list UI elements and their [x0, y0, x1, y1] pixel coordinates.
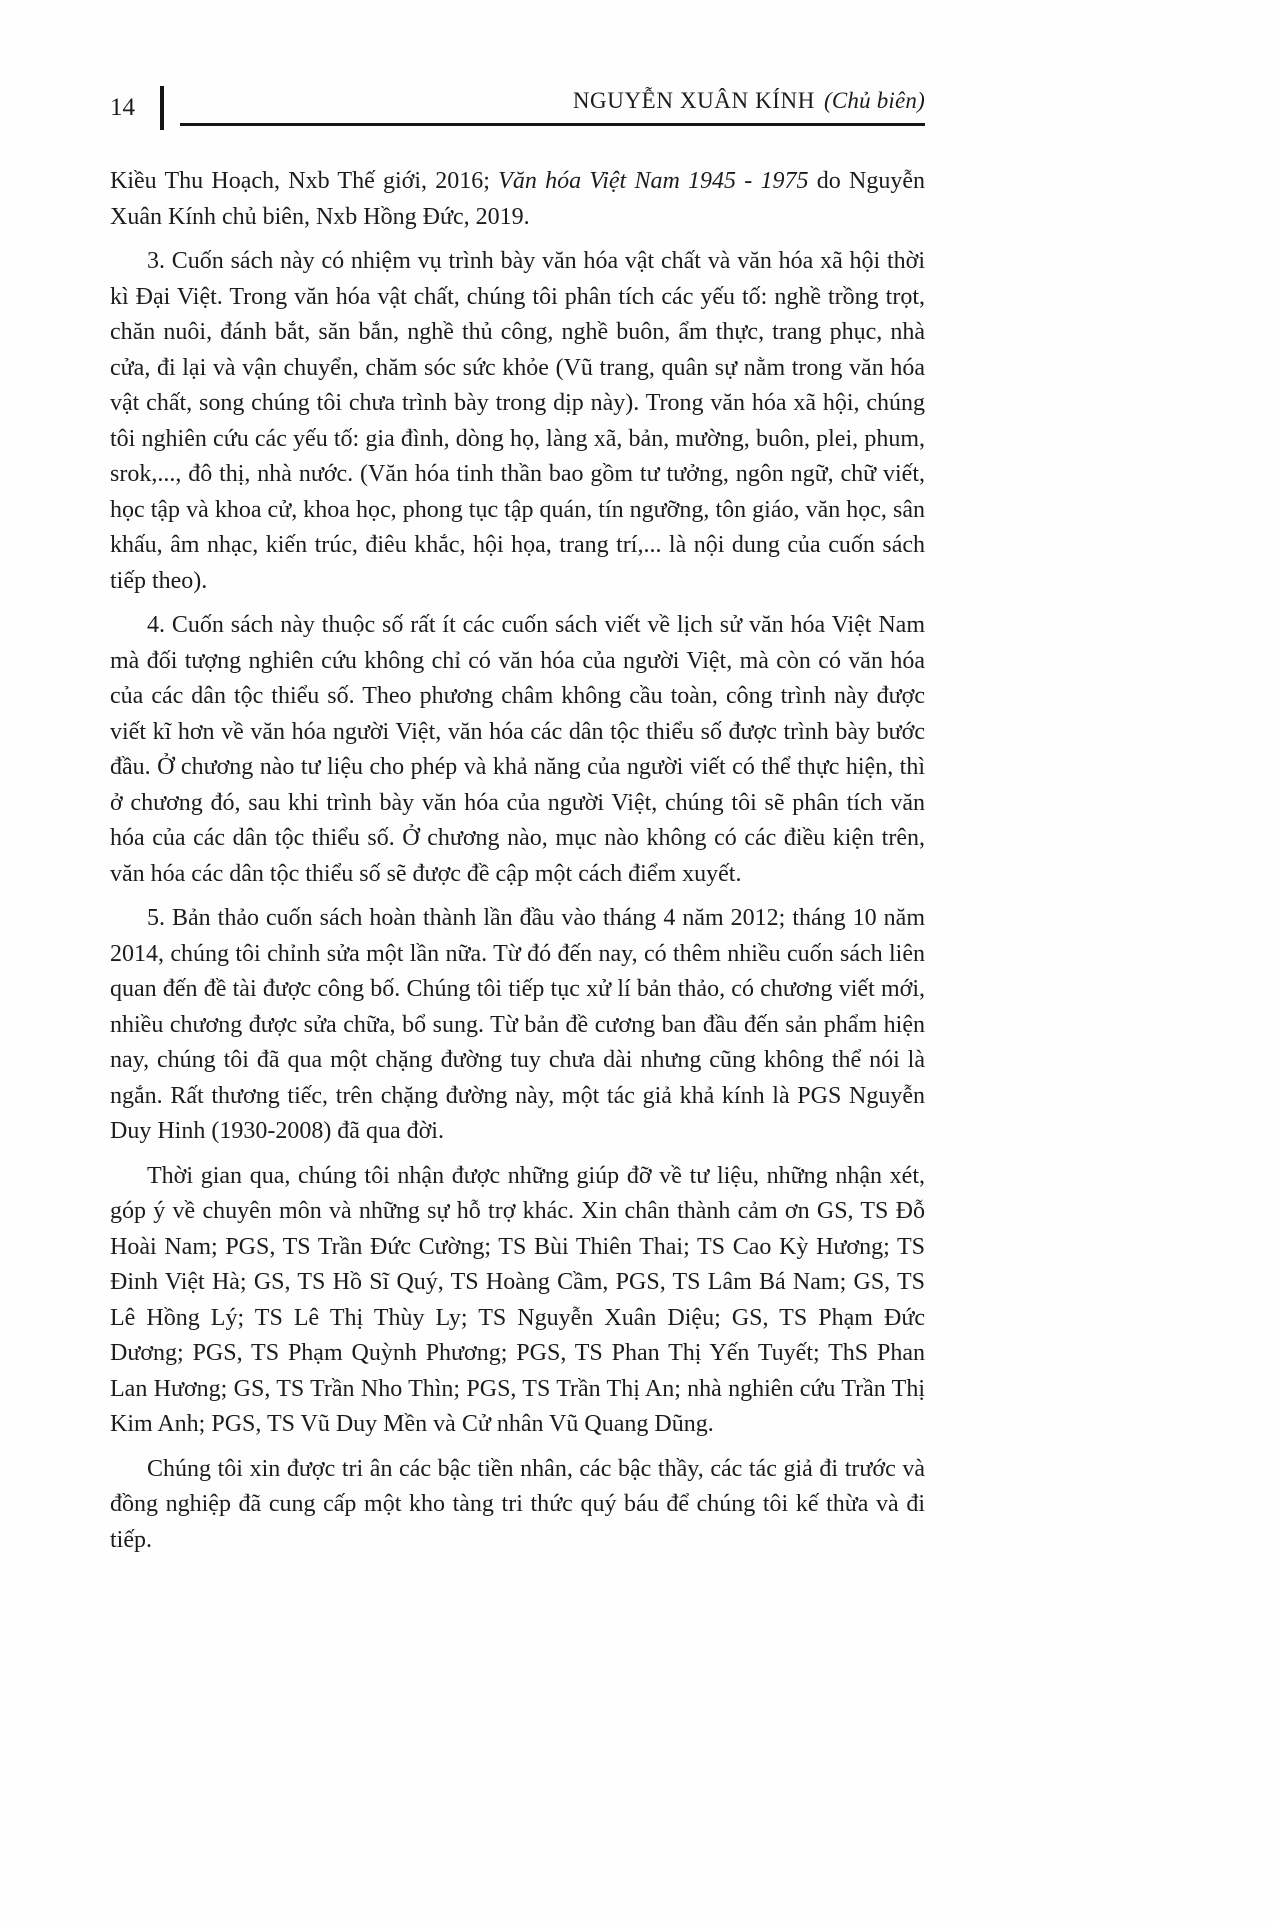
paragraph-acknowledgements: Thời gian qua, chúng tôi nhận được những giúp đỡ về tư liệu, những nhận xét, góp ý về chuyên môn và những sự hỗ trợ khác. Xin chân thành cảm ơn GS, TS Đỗ Hoài Nam; PGS, TS Trần Đức Cường; TS Bùi Thiên Thai; TS Cao Kỳ Hương; TS Đinh Việt Hà; GS, TS Hồ Sĩ Quý, TS Hoàng Cầm, PGS, TS Lâm Bá Nam; GS, TS Lê Hồng Lý; TS Lê Thị Thùy Ly; TS Nguyễn Xuân Diệu; GS, TS Phạm Đức Dương; PGS, TS Phạm Quỳnh Phương; PGS, TS Phan Thị Yến Tuyết; ThS Phan Lan Hương; GS, TS Trần Nho Thìn; PGS, TS Trần Thị An; nhà nghiên cứu Trần Thị Kim Anh; PGS, TS Vũ Duy Mền và Cử nhân Vũ Quang Dũng.	[110, 1162, 925, 1437]
running-title-line	[180, 86, 925, 123]
paragraph-tribute: Chúng tôi xin được tri ân các bậc tiền nhân, các bậc thầy, các tác giả đi trước và đồng nghiệp đã cung cấp một kho tàng tri thức quý báu để chúng tôi kế thừa và đi tiếp.	[110, 1455, 925, 1553]
book-title-italic: Văn hóa Việt Nam 1945 - 1975	[498, 168, 809, 194]
running-title: NGUYỄN XUÂN KÍNH	[572, 88, 815, 113]
paragraph-continuation	[110, 164, 925, 235]
paragraph-item-4: 4. Cuốn sách này thuộc số rất ít các cuốn sách viết về lịch sử văn hóa Việt Nam mà đối tượng nghiên cứu không chỉ có văn hóa của người Việt, mà còn có văn hóa của các dân tộc thiểu số. Theo phương châm không cầu toàn, công trình này được viết kĩ hơn về văn hóa người Việt, văn hóa các dân tộc thiểu số được trình bày bước đầu. Ở chương nào tư liệu cho phép và khả năng của người viết có thể thực hiện, thì ở chương đó, sau khi trình bày văn hóa của người Việt, chúng tôi sẽ phân tích văn hóa của các dân tộc thiểu số. Ở chương nào, mục nào không có các điều kiện trên, văn hóa các dân tộc thiểu số sẽ được đề cập một cách điểm xuyết.	[110, 612, 925, 887]
page-body	[110, 164, 925, 1558]
paragraph-item-5: 5. Bản thảo cuốn sách hoàn thành lần đầu vào tháng 4 năm 2012; tháng 10 năm 2014, chúng tôi chỉnh sửa một lần nữa. Từ đó đến nay, có thêm nhiều cuốn sách liên quan đến đề tài được công bố. Chúng tôi tiếp tục xử lí bản thảo, có chương viết mới, nhiều chương được sửa chữa, bổ sung. Từ bản đề cương ban đầu đến sản phẩm hiện nay, chúng tôi đã qua một chặng đường tuy chưa dài nhưng cũng không thể nói là ngắn. Rất thương tiếc, trên chặng đường này, một tác giả khả kính là PGS Nguyễn Duy Hinh (1930-2008) đã qua đời.	[110, 905, 925, 1144]
paragraph-text: Kiều Thu Hoạch, Nxb Thế giới, 2016;	[110, 168, 499, 194]
header-rule	[180, 123, 925, 126]
page-number: 14	[110, 94, 135, 121]
paragraph-text: do Nguyễn Xuân Kính chủ biên, Nxb Hồng Đức, 2019.	[110, 168, 926, 230]
paragraph-item-3: 3. Cuốn sách này có nhiệm vụ trình bày văn hóa vật chất và văn hóa xã hội thời kì Đại Việt. Trong văn hóa vật chất, chúng tôi phân tích các yếu tố: nghề trồng trọt, chăn nuôi, đánh bắt, săn bắn, nghề thủ công, nghề buôn, ẩm thực, trang phục, nhà cửa, đi lại và vận chuyển, chăm sóc sức khỏe (Vũ trang, quân sự nằm trong văn hóa vật chất, song chúng tôi chưa trình bày trong dịp này). Trong văn hóa xã hội, chúng tôi nghiên cứu các yếu tố: gia đình, dòng họ, làng xã, bản, mường, buôn, plei, phum, srok,..., đô thị, nhà nước. (Văn hóa tinh thần bao gồm tư tưởng, ngôn ngữ, chữ viết, học tập và khoa cử, khoa học, phong tục tập quán, tín ngưỡng, tôn giáo, văn học, sân khấu, âm nhạc, kiến trúc, điêu khắc, hội họa, trang trí,... là nội dung của cuốn sách tiếp theo).	[110, 248, 925, 594]
running-header	[110, 86, 925, 130]
running-title-column	[180, 86, 925, 130]
running-title-note: (Chủ biên)	[823, 88, 925, 113]
header-vertical-bar	[160, 86, 164, 130]
